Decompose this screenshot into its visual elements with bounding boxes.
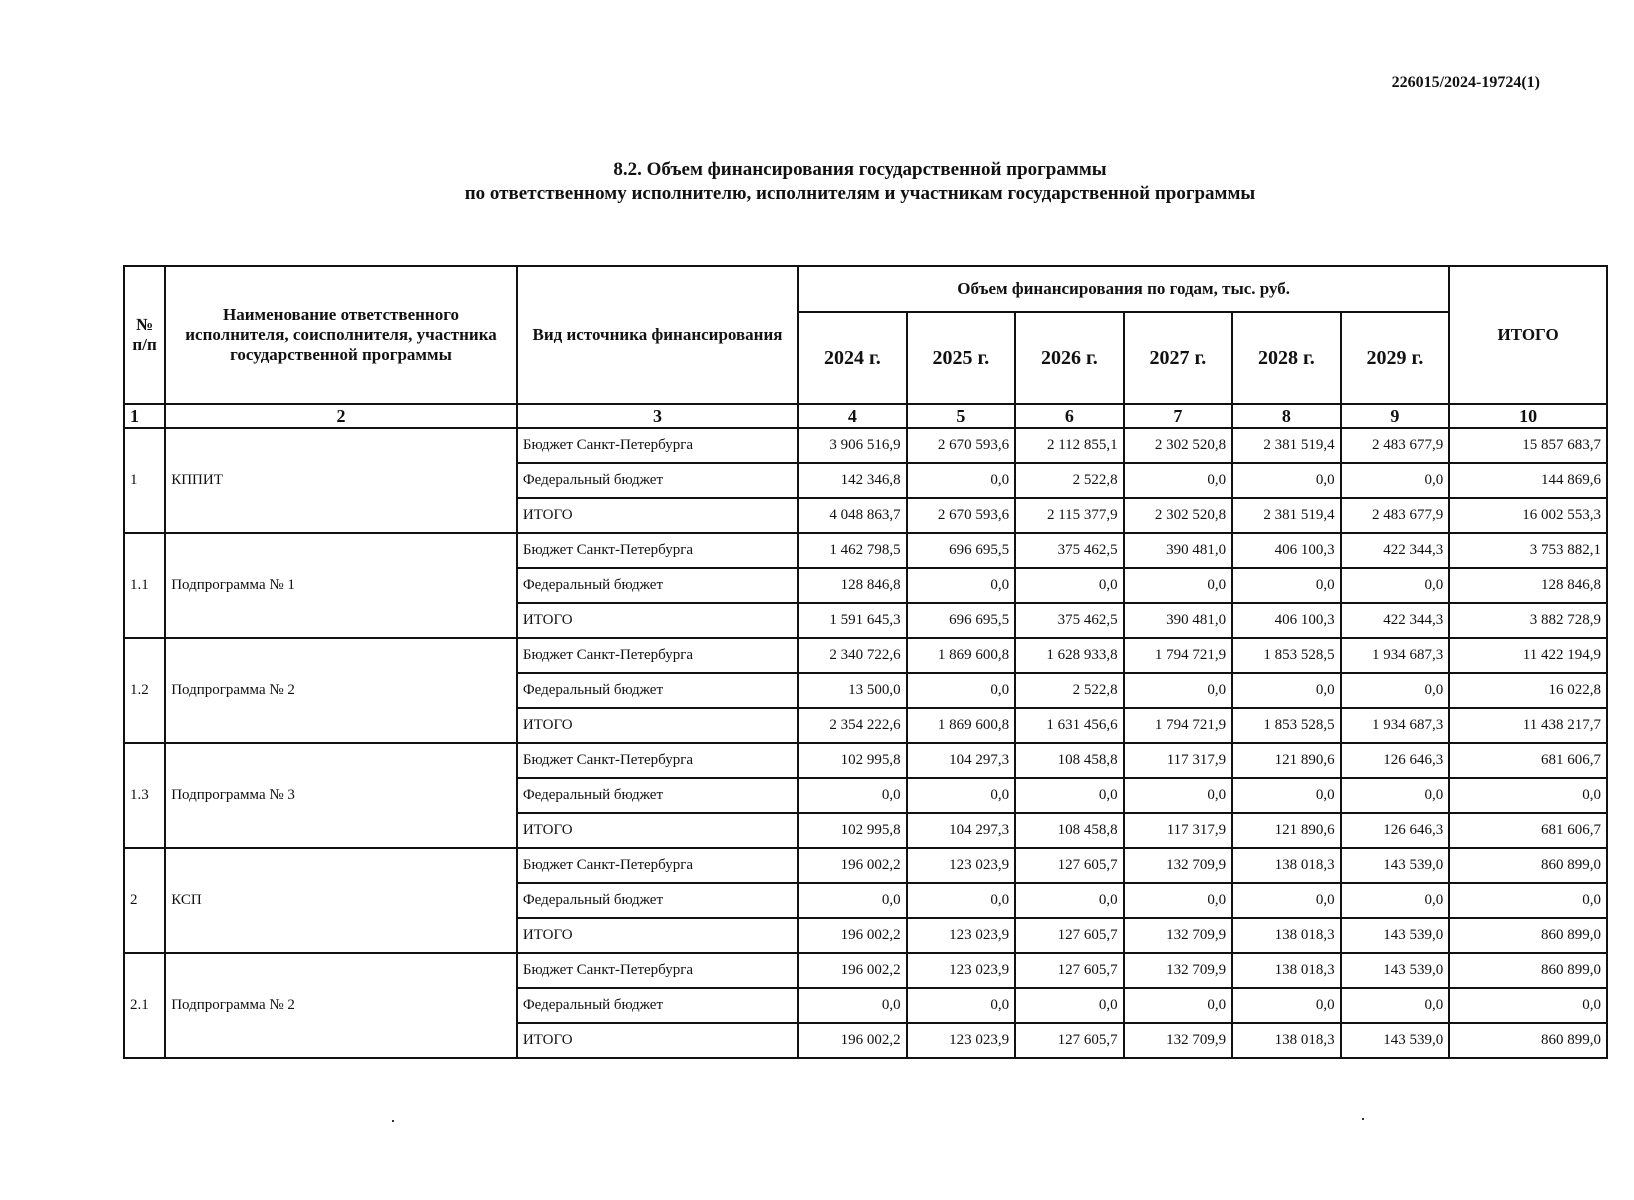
header-total: ИТОГО: [1449, 266, 1607, 404]
year-value: 4 048 863,7: [798, 498, 907, 533]
total-value: 16 002 553,3: [1449, 498, 1607, 533]
year-value: 138 018,3: [1232, 1023, 1341, 1058]
year-value: 132 709,9: [1124, 1023, 1233, 1058]
row-number: 1.3: [124, 743, 165, 848]
year-value: 0,0: [1341, 988, 1450, 1023]
year-value: 0,0: [1124, 883, 1233, 918]
year-value: 102 995,8: [798, 743, 907, 778]
table-row: [124, 533, 1607, 568]
year-value: 121 890,6: [1232, 743, 1341, 778]
year-value: 0,0: [907, 568, 1016, 603]
column-number: 5: [907, 404, 1016, 428]
total-value: 681 606,7: [1449, 743, 1607, 778]
year-value: 0,0: [1232, 883, 1341, 918]
year-value: 0,0: [798, 883, 907, 918]
table-row: [124, 743, 1607, 778]
column-number: 4: [798, 404, 907, 428]
year-value: 0,0: [1015, 883, 1124, 918]
header-year: 2027 г.: [1124, 312, 1233, 404]
funding-source: ИТОГО: [517, 813, 798, 848]
year-value: 132 709,9: [1124, 953, 1233, 988]
year-value: 0,0: [1232, 463, 1341, 498]
year-value: 196 002,2: [798, 1023, 907, 1058]
year-value: 104 297,3: [907, 743, 1016, 778]
year-value: 117 317,9: [1124, 743, 1233, 778]
total-value: 860 899,0: [1449, 918, 1607, 953]
year-value: 2 522,8: [1015, 673, 1124, 708]
year-value: 422 344,3: [1341, 533, 1450, 568]
year-value: 406 100,3: [1232, 603, 1341, 638]
year-value: 0,0: [1015, 778, 1124, 813]
table-row: [124, 638, 1607, 673]
year-value: 0,0: [1015, 988, 1124, 1023]
funding-source: ИТОГО: [517, 1023, 798, 1058]
funding-source: Бюджет Санкт-Петербурга: [517, 743, 798, 778]
total-value: 681 606,7: [1449, 813, 1607, 848]
total-value: 15 857 683,7: [1449, 428, 1607, 463]
year-value: 2 112 855,1: [1015, 428, 1124, 463]
year-value: 0,0: [1232, 988, 1341, 1023]
funding-source: Бюджет Санкт-Петербурга: [517, 638, 798, 673]
year-value: 127 605,7: [1015, 1023, 1124, 1058]
year-value: 390 481,0: [1124, 533, 1233, 568]
funding-source: Бюджет Санкт-Петербурга: [517, 953, 798, 988]
total-value: 144 869,6: [1449, 463, 1607, 498]
year-value: 121 890,6: [1232, 813, 1341, 848]
year-value: 123 023,9: [907, 1023, 1016, 1058]
year-value: 13 500,0: [798, 673, 907, 708]
year-value: 2 115 377,9: [1015, 498, 1124, 533]
year-value: 390 481,0: [1124, 603, 1233, 638]
year-value: 132 709,9: [1124, 848, 1233, 883]
year-value: 0,0: [1341, 463, 1450, 498]
year-value: 2 340 722,6: [798, 638, 907, 673]
executor-name: КСП: [165, 848, 517, 953]
title-line-2: по ответственному исполнителю, исполнителям и участникам государственной программы: [464, 183, 1256, 204]
year-value: 102 995,8: [798, 813, 907, 848]
page-title: [0, 158, 1634, 206]
column-number: 10: [1449, 404, 1607, 428]
year-value: 2 483 677,9: [1341, 428, 1450, 463]
header-name: Наименование ответственного исполнителя, соисполнителя, участника государственной программы: [165, 266, 517, 404]
year-value: 123 023,9: [907, 848, 1016, 883]
header-volume: Объем финансирования по годам, тыс. руб.: [798, 266, 1449, 312]
year-value: 1 934 687,3: [1341, 708, 1450, 743]
year-value: 138 018,3: [1232, 848, 1341, 883]
title-line-1: 8.2. Объем финансирования государственной программы: [613, 159, 1107, 180]
year-value: 2 302 520,8: [1124, 428, 1233, 463]
executor-name: КППИТ: [165, 428, 517, 533]
total-value: 3 753 882,1: [1449, 533, 1607, 568]
year-value: 422 344,3: [1341, 603, 1450, 638]
year-value: 0,0: [1232, 568, 1341, 603]
total-value: 860 899,0: [1449, 848, 1607, 883]
year-value: 143 539,0: [1341, 848, 1450, 883]
year-value: 1 869 600,8: [907, 638, 1016, 673]
row-number: 1.1: [124, 533, 165, 638]
year-value: 138 018,3: [1232, 953, 1341, 988]
header-source: Вид источника финансирования: [517, 266, 798, 404]
year-value: 127 605,7: [1015, 953, 1124, 988]
year-value: 2 670 593,6: [907, 428, 1016, 463]
year-value: 104 297,3: [907, 813, 1016, 848]
total-value: 860 899,0: [1449, 953, 1607, 988]
total-value: 128 846,8: [1449, 568, 1607, 603]
funding-source: Бюджет Санкт-Петербурга: [517, 428, 798, 463]
total-value: 860 899,0: [1449, 1023, 1607, 1058]
funding-source: Федеральный бюджет: [517, 673, 798, 708]
year-value: 143 539,0: [1341, 918, 1450, 953]
header-num: № п/п: [124, 266, 165, 404]
funding-source: Федеральный бюджет: [517, 988, 798, 1023]
scan-dot: [392, 1120, 394, 1122]
year-value: 0,0: [907, 883, 1016, 918]
total-value: 16 022,8: [1449, 673, 1607, 708]
year-value: 196 002,2: [798, 953, 907, 988]
funding-source: Бюджет Санкт-Петербурга: [517, 533, 798, 568]
funding-source: ИТОГО: [517, 708, 798, 743]
year-value: 1 794 721,9: [1124, 708, 1233, 743]
column-number: 9: [1341, 404, 1450, 428]
column-number: 1: [124, 404, 165, 428]
column-number: 7: [1124, 404, 1233, 428]
year-value: 0,0: [907, 673, 1016, 708]
document-registration-number: 226015/2024-19724(1): [1391, 74, 1540, 91]
year-value: 126 646,3: [1341, 743, 1450, 778]
year-value: 108 458,8: [1015, 813, 1124, 848]
year-value: 126 646,3: [1341, 813, 1450, 848]
year-value: 143 539,0: [1341, 953, 1450, 988]
year-value: 0,0: [1124, 568, 1233, 603]
funding-source: Федеральный бюджет: [517, 463, 798, 498]
funding-source: Федеральный бюджет: [517, 883, 798, 918]
column-number: 6: [1015, 404, 1124, 428]
funding-source: ИТОГО: [517, 603, 798, 638]
year-value: 696 695,5: [907, 533, 1016, 568]
year-value: 375 462,5: [1015, 603, 1124, 638]
year-value: 1 869 600,8: [907, 708, 1016, 743]
year-value: 0,0: [1341, 883, 1450, 918]
year-value: 2 522,8: [1015, 463, 1124, 498]
year-value: 696 695,5: [907, 603, 1016, 638]
header-row-top: [124, 266, 1607, 312]
header-year: 2029 г.: [1341, 312, 1450, 404]
funding-source: ИТОГО: [517, 498, 798, 533]
year-value: 142 346,8: [798, 463, 907, 498]
row-number: 2: [124, 848, 165, 953]
table-row: [124, 428, 1607, 463]
year-value: 0,0: [1341, 673, 1450, 708]
year-value: 0,0: [907, 463, 1016, 498]
year-value: 143 539,0: [1341, 1023, 1450, 1058]
year-value: 108 458,8: [1015, 743, 1124, 778]
column-number: 8: [1232, 404, 1341, 428]
total-value: 11 422 194,9: [1449, 638, 1607, 673]
year-value: 375 462,5: [1015, 533, 1124, 568]
table-body: [124, 428, 1607, 1058]
year-value: 196 002,2: [798, 918, 907, 953]
year-value: 0,0: [1015, 568, 1124, 603]
year-value: 196 002,2: [798, 848, 907, 883]
year-value: 406 100,3: [1232, 533, 1341, 568]
column-number: 2: [165, 404, 517, 428]
year-value: 123 023,9: [907, 918, 1016, 953]
year-value: 0,0: [1124, 988, 1233, 1023]
year-value: 0,0: [1341, 568, 1450, 603]
header-year: 2024 г.: [798, 312, 907, 404]
year-value: 1 794 721,9: [1124, 638, 1233, 673]
year-value: 132 709,9: [1124, 918, 1233, 953]
year-value: 0,0: [1232, 778, 1341, 813]
year-value: 0,0: [798, 988, 907, 1023]
table-row: [124, 953, 1607, 988]
column-number: 3: [517, 404, 798, 428]
year-value: 0,0: [907, 988, 1016, 1023]
year-value: 1 462 798,5: [798, 533, 907, 568]
executor-name: Подпрограмма № 1: [165, 533, 517, 638]
year-value: 2 381 519,4: [1232, 428, 1341, 463]
year-value: 127 605,7: [1015, 848, 1124, 883]
year-value: 2 302 520,8: [1124, 498, 1233, 533]
year-value: 123 023,9: [907, 953, 1016, 988]
row-number: 2.1: [124, 953, 165, 1058]
year-value: 3 906 516,9: [798, 428, 907, 463]
year-value: 0,0: [1341, 778, 1450, 813]
executor-name: Подпрограмма № 2: [165, 638, 517, 743]
year-value: 1 631 456,6: [1015, 708, 1124, 743]
column-number-row: [124, 404, 1607, 428]
header-year: 2025 г.: [907, 312, 1016, 404]
year-value: 128 846,8: [798, 568, 907, 603]
row-number: 1: [124, 428, 165, 533]
funding-source: Федеральный бюджет: [517, 568, 798, 603]
year-value: 1 853 528,5: [1232, 638, 1341, 673]
year-value: 117 317,9: [1124, 813, 1233, 848]
total-value: 0,0: [1449, 778, 1607, 813]
total-value: 0,0: [1449, 988, 1607, 1023]
funding-source: Федеральный бюджет: [517, 778, 798, 813]
header-year: 2028 г.: [1232, 312, 1341, 404]
header-year: 2026 г.: [1015, 312, 1124, 404]
total-value: 11 438 217,7: [1449, 708, 1607, 743]
row-number: 1.2: [124, 638, 165, 743]
executor-name: Подпрограмма № 3: [165, 743, 517, 848]
year-value: 0,0: [1232, 673, 1341, 708]
year-value: 0,0: [1124, 463, 1233, 498]
year-value: 0,0: [798, 778, 907, 813]
table-row: [124, 848, 1607, 883]
year-value: 138 018,3: [1232, 918, 1341, 953]
year-value: 0,0: [1124, 778, 1233, 813]
scan-dot: [1362, 1118, 1364, 1120]
year-value: 0,0: [907, 778, 1016, 813]
year-value: 2 670 593,6: [907, 498, 1016, 533]
year-value: 1 591 645,3: [798, 603, 907, 638]
total-value: 3 882 728,9: [1449, 603, 1607, 638]
year-value: 127 605,7: [1015, 918, 1124, 953]
funding-source: Бюджет Санкт-Петербурга: [517, 848, 798, 883]
year-value: 0,0: [1124, 673, 1233, 708]
year-value: 2 354 222,6: [798, 708, 907, 743]
year-value: 1 628 933,8: [1015, 638, 1124, 673]
year-value: 2 381 519,4: [1232, 498, 1341, 533]
year-value: 1 853 528,5: [1232, 708, 1341, 743]
total-value: 0,0: [1449, 883, 1607, 918]
year-value: 1 934 687,3: [1341, 638, 1450, 673]
funding-source: ИТОГО: [517, 918, 798, 953]
executor-name: Подпрограмма № 2: [165, 953, 517, 1058]
year-value: 2 483 677,9: [1341, 498, 1450, 533]
financing-table: [123, 265, 1608, 1059]
